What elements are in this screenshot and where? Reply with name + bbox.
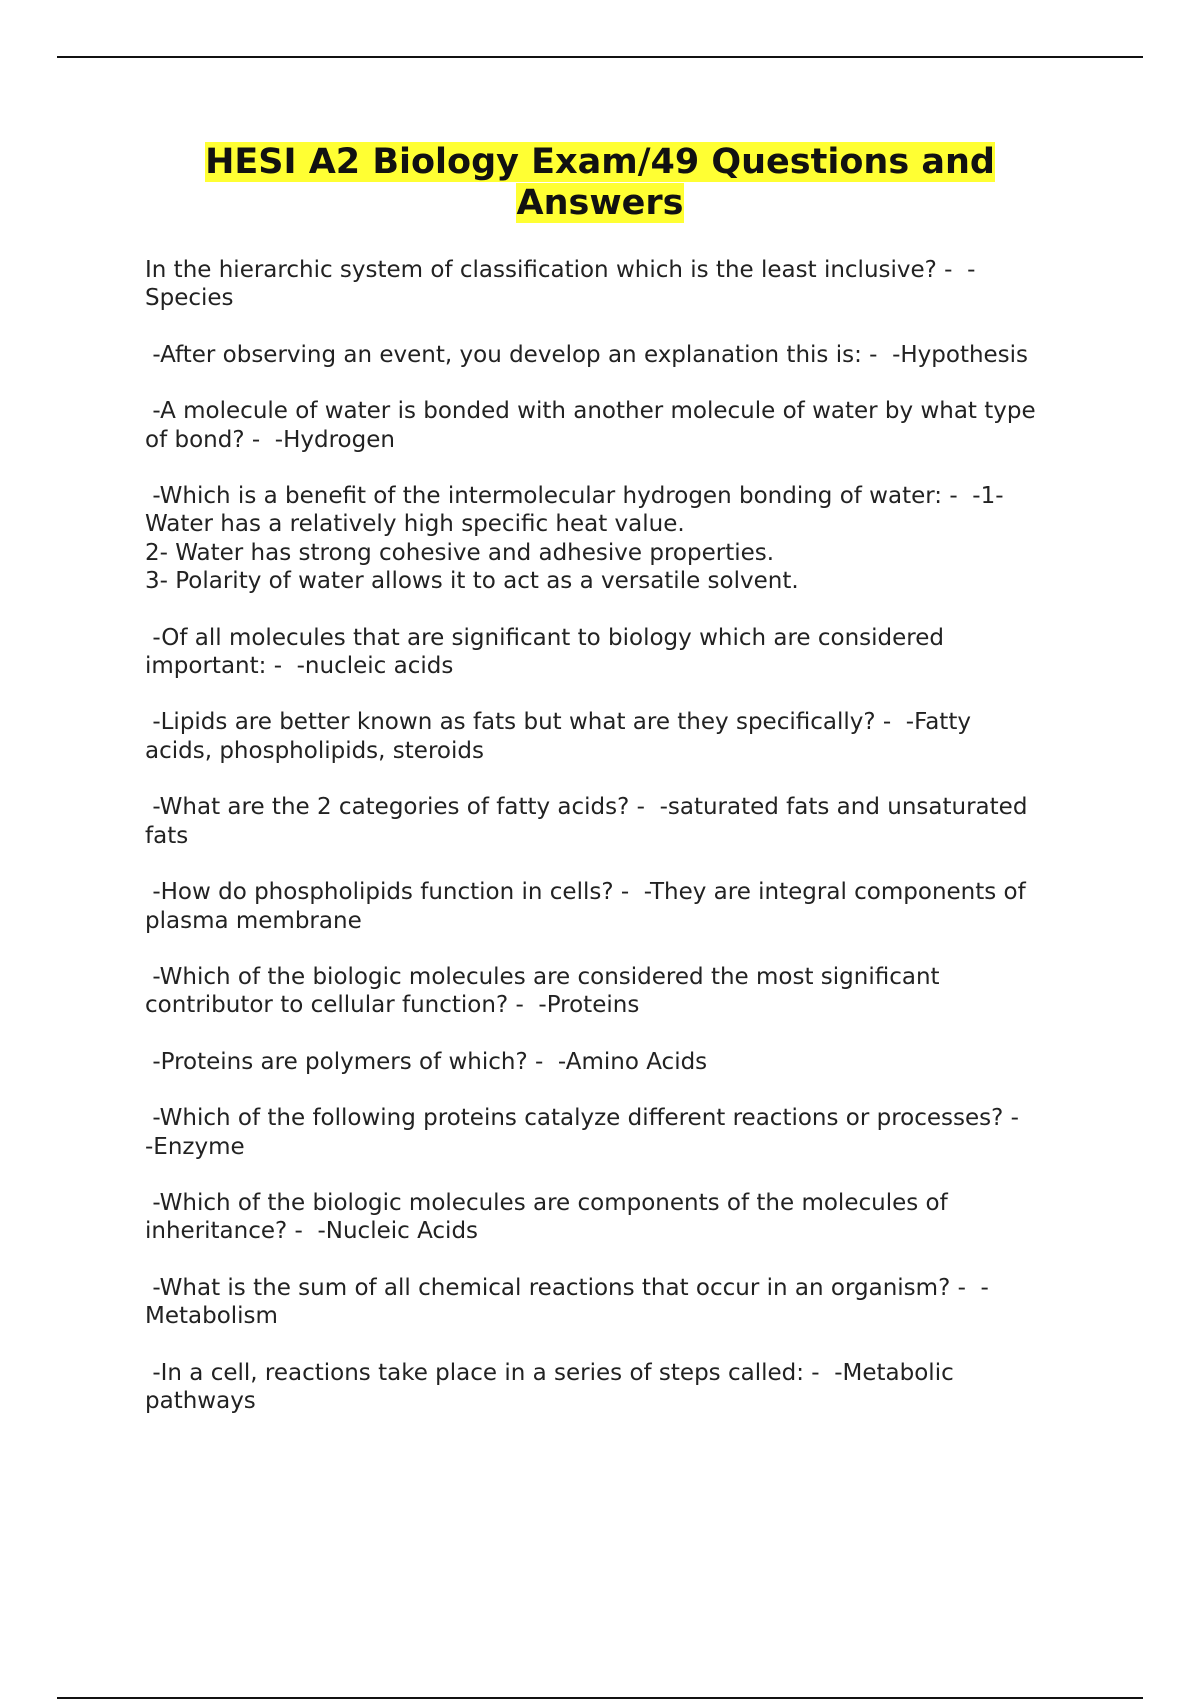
qa-item: -Proteins are polymers of which? - -Amino Acids (145, 1048, 708, 1075)
title-line-1: HESI A2 Biology Exam/49 Questions and (205, 142, 995, 182)
qa-item: -Lipids are better known as fats but what are they specifically? - -Fatty acids, phospholipids, steroids (145, 709, 971, 764)
qa-item: -A molecule of water is bonded with another molecule of water by what type of bond? - -Hydrogen (145, 398, 1036, 453)
qa-item: -What are the 2 categories of fatty acids? - -saturated fats and unsaturated fats (145, 794, 1028, 849)
qa-item: -Which of the biologic molecules are components of the molecules of inheritance? - -Nucleic Acids (145, 1189, 948, 1245)
qa-item: -Of all molecules that are significant to biology which are considered important: - -nucleic acids (145, 624, 945, 680)
title-block (100, 142, 1100, 224)
qa-item: -How do phospholipids function in cells? - -They are integral components of plasma membrane (145, 879, 1026, 934)
qa-item: In the hierarchic system of classification which is the least inclusive? - - Species (145, 257, 976, 312)
top-rule (57, 56, 1143, 58)
bottom-rule (57, 1697, 1143, 1699)
qa-list (145, 256, 1090, 1443)
page-title (100, 142, 1100, 224)
qa-item: -Which of the biologic molecules are considered the most significant contributor to cellular function? - -Proteins (145, 963, 940, 1019)
qa-item: -In a cell, reactions take place in a series of steps called: - -Metabolic pathways (145, 1359, 954, 1414)
qa-item: -What is the sum of all chemical reactions that occur in an organism? - - Metabolism (145, 1274, 989, 1330)
qa-item: -Which of the following proteins catalyze different reactions or processes? - -Enzyme (145, 1105, 1019, 1160)
title-line-2: Answers (516, 183, 684, 223)
qa-item: -After observing an event, you develop an explanation this is: - -Hypothesis (145, 341, 1029, 368)
qa-item: -Which is a benefit of the intermolecular hydrogen bonding of water: - -1- Water has a relatively high specific heat value. 2- Water has strong cohesive and adhesive properties. 3- Polarity of water allows it to act as a versatile solvent. (145, 483, 1004, 595)
